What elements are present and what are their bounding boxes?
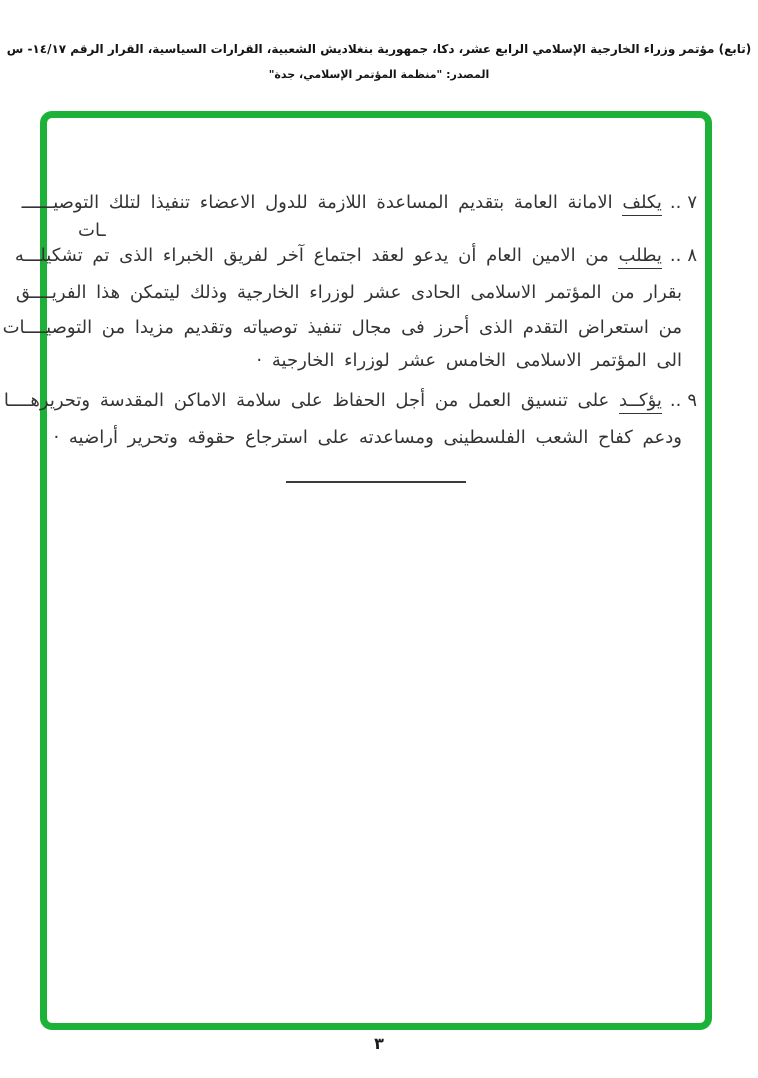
line-text: الامانة العامة بتقديم المساعدة اللازمة للدول الاعضاء تنفيذا لتلك التوصيــــــ xyxy=(21,192,613,213)
item-number: ٧ xyxy=(687,192,697,213)
item-number: ٨ xyxy=(687,245,697,266)
lead-word-underlined: يؤكــد xyxy=(619,390,662,414)
page-header xyxy=(0,40,758,83)
line-text: بقرار من المؤتمر الاسلامى الحادى عشر لوزراء الخارجية وذلك ليتمكن هذا الفريــــق xyxy=(15,282,682,303)
resolution-8-line-1 xyxy=(15,243,697,269)
lead-word-underlined: يكلف xyxy=(622,192,662,216)
page-number: ٣ xyxy=(374,1034,384,1053)
item-separator: .. xyxy=(669,390,682,411)
end-divider xyxy=(286,481,466,483)
line-text: على تنسيق العمل من أجل الحفاظ على سلامة الاماكن المقدسة وتحريرهــــا xyxy=(3,390,610,411)
item-separator: .. xyxy=(669,192,682,213)
line-text: ـات xyxy=(78,220,106,241)
resolution-9-line-2 xyxy=(53,425,682,451)
resolution-8-line-4 xyxy=(256,348,682,374)
resolution-7-line-1 xyxy=(22,190,697,216)
line-text: من استعراض التقدم الذى أحرز فى مجال تنفيذ توصياته وتقديم مزيدا من التوصيــــات xyxy=(2,317,682,338)
lead-word-underlined: يطلب xyxy=(618,245,661,269)
line-text: من الامين العام أن يدعو لعقد اجتماع آخر لفريق الخبراء الذى تم تشكيلـــه xyxy=(14,245,609,266)
resolution-8-line-3 xyxy=(3,315,682,341)
resolution-8-line-2 xyxy=(16,280,682,306)
header-citation: (تابع) مؤتمر وزراء الخارجية الإسلامي الرابع عشر، دكا، جمهورية بنغلاديش الشعبية، القرارات السياسية، القرار الرقم ١٤/١٧- س xyxy=(6,42,752,56)
item-separator: .. xyxy=(669,245,682,266)
line-text: ودعم كفاح الشعب الفلسطينى ومساعدته على استرجاع حقوقه وتحرير أراضيه · xyxy=(53,427,682,448)
resolution-7-word-fragment xyxy=(78,218,106,244)
header-source: المصدر: "منظمة المؤتمر الإسلامي، جدة" xyxy=(268,68,490,81)
line-text: الى المؤتمر الاسلامى الخامس عشر لوزراء الخارجية · xyxy=(256,350,682,371)
resolution-9-line-1 xyxy=(4,388,697,414)
item-number: ٩ xyxy=(687,390,697,411)
